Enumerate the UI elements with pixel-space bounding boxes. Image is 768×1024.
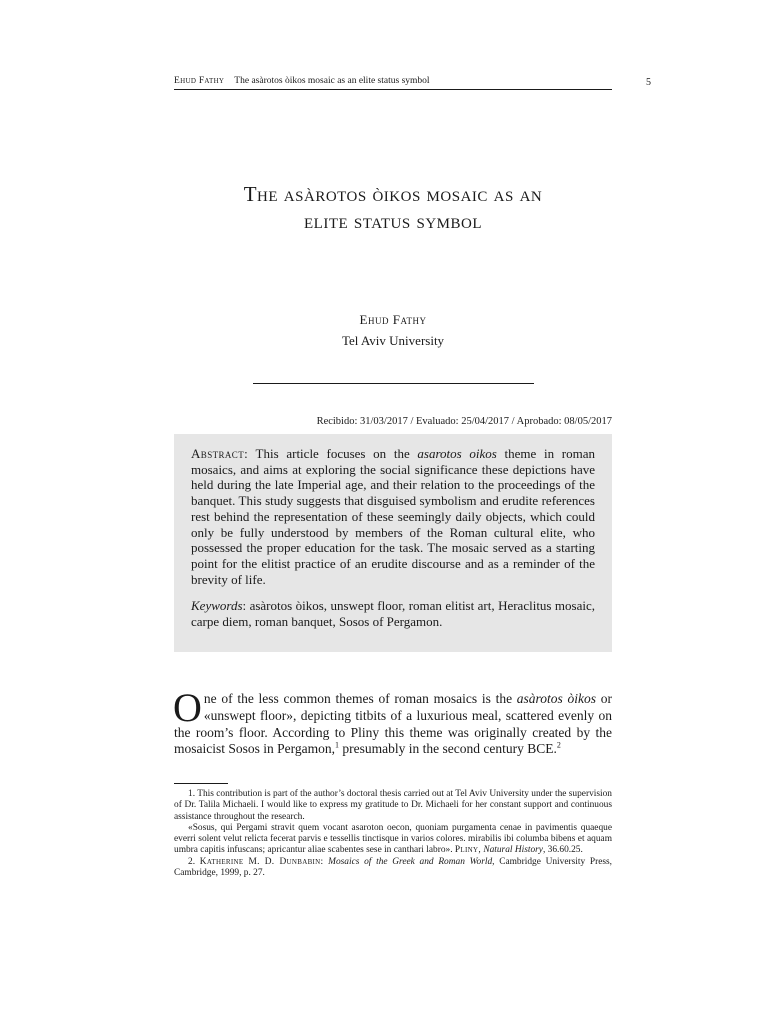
keywords-text: : asàrotos òikos, unswept floor, roman elitist art, Heraclitus mosaic, carpe diem, roman banquet, Sosos of Pergamon. [191,598,595,630]
footnote-1-ref: , 36.60.25. [542,845,583,856]
footnote-2-author: Katherine M. D. Dunbabin: [199,856,324,867]
footnote-ref-1[interactable]: 1 [335,740,340,750]
keywords-paragraph [191,598,595,629]
footnote-ref-2[interactable]: 2 [556,740,561,750]
abstract-text-1: This article focuses on the [248,446,418,461]
author-name: Ehud Fathy [359,312,427,327]
footnote-rule [174,783,228,784]
abstract-box [174,434,612,652]
title-divider [253,383,534,384]
running-head-title: The asàrotos òikos mosaic as an elite status symbol [234,76,430,86]
running-head [174,76,612,90]
abstract-term: asarotos oikos [417,446,497,461]
body-text-2: or «unswept floor», depicting titbits of a luxurious meal, scattered evenly on the room’s floor. According to Pliny this theme was originally created by the mosaicist Sosos in Pergamon, [174,691,613,757]
title-line-2: elite status symbol [304,209,482,234]
footnote-1-quote-text: «Sosus, qui Pergami stravit quem vocant asaroton oecon, quoniam purgamenta cenae in pavimentis quaeque everri solent velut relicta fecerat parvis e tessellis tinctisque in varios colores. mirabilis ibi columba bibens et aquam umbra capitis infuscans; apricantur aliae scabentes sese in canthari labro». [174,822,612,856]
title-line-1: The asàrotos òikos mosaic as an [243,182,543,206]
running-head-author: Ehud Fathy [174,76,225,86]
keywords-label: Keywords [191,598,243,614]
footnote-2-rest: , Cambridge University Press, Cambridge, 1999, p. 27. [174,856,613,879]
footnote-1: 1. This contribution is part of the author’s doctoral thesis carried out at Tel Aviv University under the supervision of Dr. Talila Michaeli. I would like to express my gratitude to Dr. Michaeli for her constant support and continuous assistance throughout the research. [174,789,612,822]
footnote-1-work: Natural History [483,845,543,856]
footnotes [174,789,612,879]
footnote-2-number: 2. [188,856,200,867]
footnote-1-quote [174,823,612,857]
abstract-paragraph [191,446,595,587]
footnote-2-work: Mosaics of the Greek and Roman World [328,856,493,867]
author-affiliation: Tel Aviv University [341,333,445,348]
drop-cap: O [173,685,202,730]
body-paragraph [173,685,613,758]
abstract-text-2: theme in roman mosaics, and aims at exploring the social significance these depictions have held during the late Imperial age, and their relation to the proceedings of the banquet. This study suggests that disguised symbolism and erudite references rest behind the representation of these seemingly daily objects, which could only be fully understood by members of the Roman cultural elite, who possessed the proper education for the task. The mosaic served as a starting point for the elitist practice of an erudite discourse and as a reminder of the brevity of life. [191,446,595,587]
page-number: 5 [646,77,651,88]
body-term: asàrotos òikos [516,691,597,706]
running-head-text [174,76,430,86]
article-title [174,181,612,236]
body-text-3: presumably in the second century BCE. [339,741,557,757]
footnote-2 [174,857,612,880]
abstract-label: Abstract: [191,446,249,461]
review-dates: Recibido: 31/03/2017 / Evaluado: 25/04/2017 / Aprobado: 08/05/2017 [316,416,612,427]
body-text-1: ne of the less common themes of roman mosaics is the [203,691,517,706]
footnote-1-author: Pliny, [454,845,481,856]
